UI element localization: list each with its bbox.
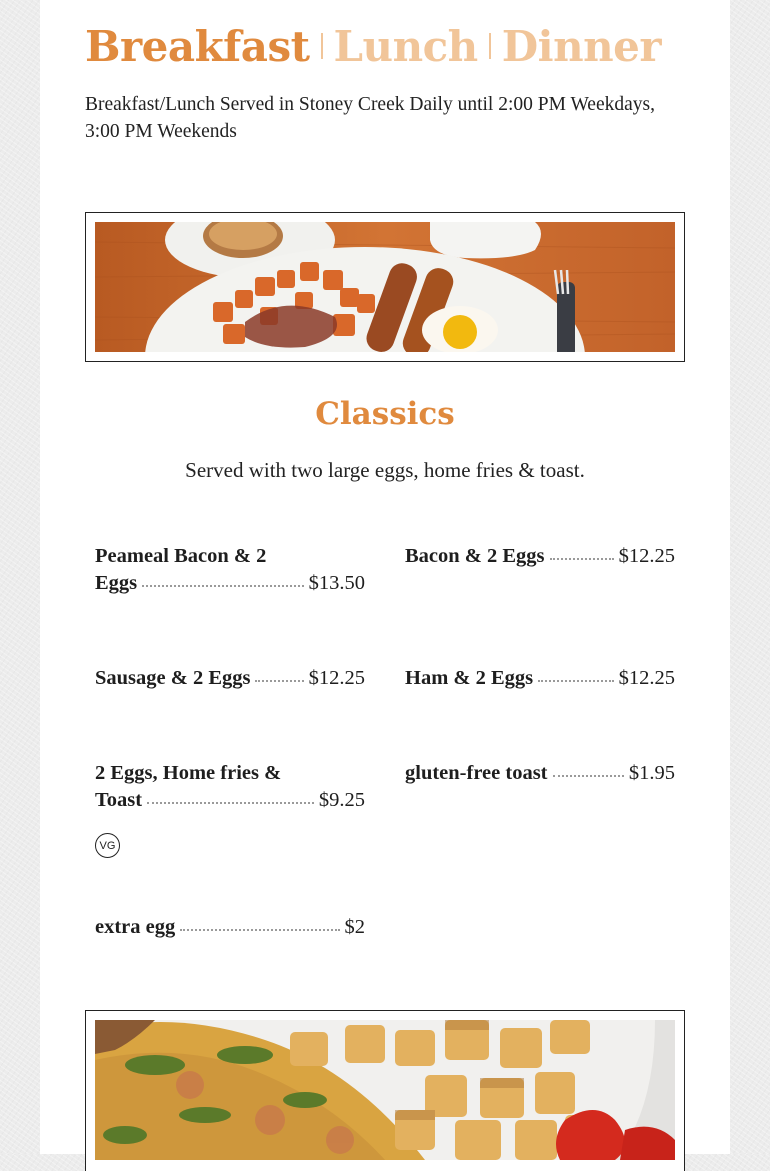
menu-item-gluten-free-toast[interactable] [405, 760, 675, 787]
leader-dots [147, 802, 314, 804]
leader-dots [142, 585, 303, 587]
omelette-photo [95, 1020, 675, 1160]
menu-item-sausage[interactable] [95, 665, 365, 692]
meal-tabs [85, 16, 661, 76]
menu-item-name: extra egg [95, 916, 176, 938]
menu-item-name-cont: Toast [95, 789, 143, 811]
menu-item-bacon[interactable] [405, 543, 675, 570]
leader-dots [538, 680, 614, 682]
hours-note: Breakfast/Lunch Served in Stoney Creek Daily until 2:00 PM Weekdays, 3:00 PM Weekends [85, 94, 655, 142]
menu-item-name-cont: Eggs [95, 572, 138, 594]
menu-item-price: $12.25 [308, 667, 365, 689]
menu-item-price: $12.25 [618, 667, 675, 689]
tab-dinner[interactable]: Dinner [501, 21, 662, 71]
section-title: Classics [315, 396, 455, 432]
breakfast-photo-frame [85, 212, 685, 362]
menu-item-name: Bacon & 2 Eggs [405, 545, 545, 567]
menu-item-price: $12.25 [618, 545, 675, 567]
omelette-plate-image [95, 1020, 675, 1160]
omelette-photo-frame [85, 1010, 685, 1171]
menu-item-name: Ham & 2 Eggs [405, 667, 534, 689]
leader-dots [550, 558, 614, 560]
menu-item-price: $13.50 [308, 572, 365, 594]
tab-divider [489, 33, 491, 59]
leader-dots [553, 775, 624, 777]
menu-item-price: $1.95 [628, 762, 675, 784]
breakfast-photo [95, 222, 675, 352]
menu-item-price: $2 [344, 916, 365, 938]
breakfast-plate-image [95, 222, 675, 352]
menu-item-name: Sausage & 2 Eggs [95, 667, 251, 689]
tab-divider [321, 33, 323, 59]
menu-item-name: Peameal Bacon & 2 [95, 545, 267, 567]
menu-item-price: $9.25 [318, 789, 365, 811]
leader-dots [255, 680, 303, 682]
menu-item-extra-egg[interactable] [95, 914, 365, 941]
menu-item-eggs-home-fries[interactable] [95, 760, 365, 814]
menu-item-peameal-bacon[interactable] [95, 543, 365, 597]
tab-lunch[interactable]: Lunch [333, 21, 478, 71]
menu-item-name: 2 Eggs, Home fries & [95, 762, 282, 784]
tab-breakfast[interactable]: Breakfast [85, 21, 310, 71]
menu-item-name: gluten-free toast [405, 762, 548, 784]
section-subtitle: Served with two large eggs, home fries & toast. [185, 458, 585, 482]
vegetarian-badge-icon: VG [95, 833, 120, 858]
leader-dots [180, 929, 339, 931]
menu-item-ham[interactable] [405, 665, 675, 692]
